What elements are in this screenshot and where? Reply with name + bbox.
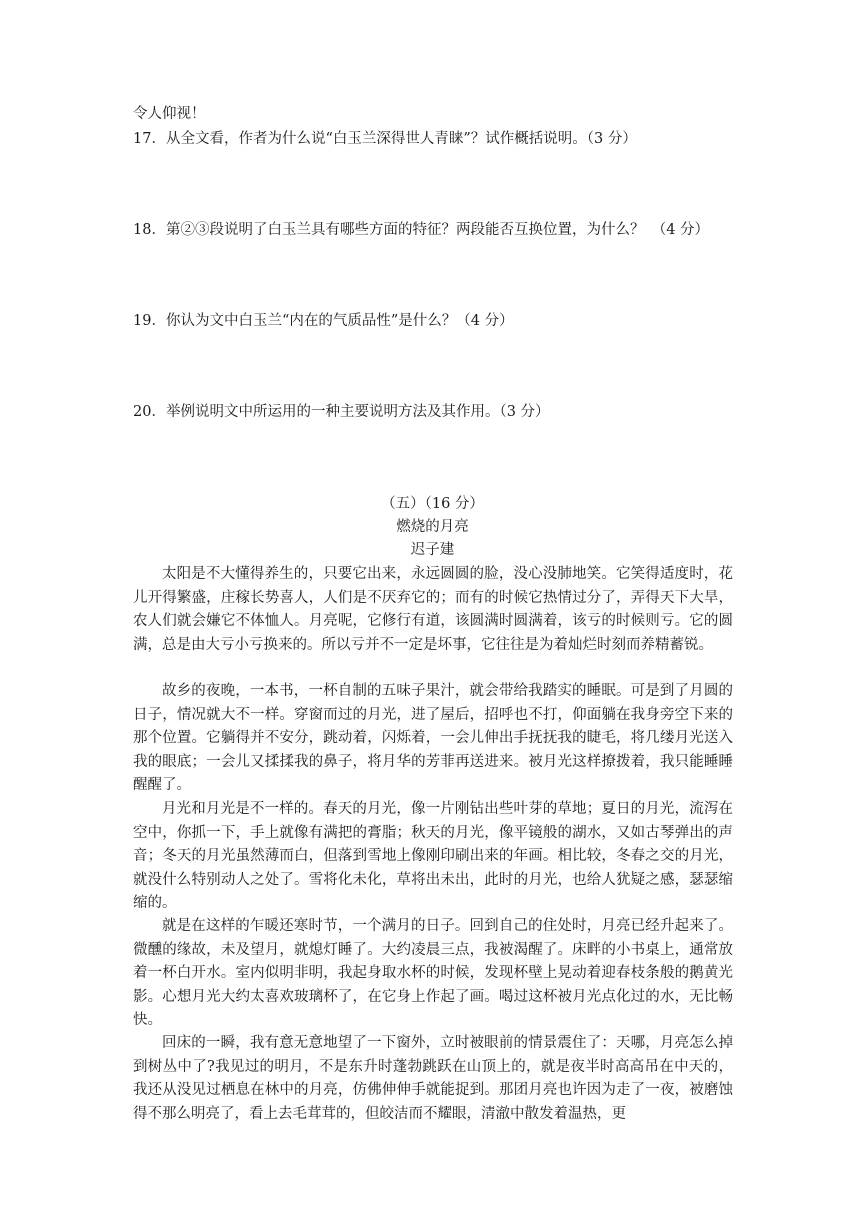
question-19: 19．你认为文中白玉兰“内在的气质品性”是什么？（4 分） [133, 313, 514, 329]
text-fragment: 令人仰视！ [133, 106, 206, 122]
paragraph-4: 就是在这样的乍暖还寒时节，一个满月的日子。回到自己的住处时，月亮已经升起来了。微醺的缘故，未及望月，就熄灯睡了。大约凌晨三点，我被渴醒了。床畔的小书桌上，通常放着一杯白开水。室内似明非明，我起身取水杯的时候，发现杯壁上晃动着迎春枝条般的鹅黄光影。心想月光大约太喜欢玻璃杯了，在它身上作起了画。喝过这杯被月光点化过的水，无比畅快。 [133, 918, 733, 1029]
section-heading: （五）（16 分） [381, 496, 484, 512]
paragraph-2: 故乡的夜晚，一本书，一杯自制的五味子果汁，就会带给我踏实的睡眠。可是到了月圆的日子，情况就大不一样。穿窗而过的月光，进了屋后，招呼也不打，仰面躺在我身旁空下来的那个位置。它躺得并不安分，跳动着，闪烁着，一会儿伸出手抚抚我的睫毛，将几缕月光送入我的眼底；一会儿又揉揉我的鼻子，将月华的芳菲再送进来。被月光这样撩拨着，我只能睡睡醒醒了。 [133, 683, 733, 794]
paragraph-5: 回床的一瞬，我有意无意地望了一下窗外，立时被眼前的情景震住了：天哪，月亮怎么掉到树丛中了?我见过的明月，不是东升时蓬勃跳跃在山顶上的，就是夜半时高高吊在中天的，我还从没见过栖息在林中的月亮，仿佛伸伸手就能捉到。那团月亮也许因为走了一夜，被磨蚀得不那么明亮了，看上去毛茸茸的，但皎洁而不耀眼，清澈中散发着温热，更 [133, 1035, 733, 1122]
paragraph-3: 月光和月光是不一样的。春天的月光，像一片刚钻出些叶芽的草地；夏日的月光，流泻在空中，你抓一下，手上就像有满把的膏脂；秋天的月光，像平镜般的湖水，又如古琴弹出的声音；冬天的月光虽然薄而白，但落到雪地上像刚印刷出来的年画。相比较，冬春之交的月光，就没什么特别动人之处了。雪将化未化，草将出未出，此时的月光，也给人犹疑之感，瑟瑟缩缩的。 [133, 801, 733, 912]
article-author: 迟子建 [410, 542, 455, 558]
article-title: 燃烧的月亮 [396, 519, 469, 535]
question-18: 18．第②③段说明了白玉兰具有哪些方面的特征？两段能否互换位置，为什么？ （4 分） [133, 222, 710, 238]
paragraph-1: 太阳是不大懂得养生的，只要它出来，永远圆圆的脸，没心没肺地笑。它笑得适度时，花儿开得繁盛，庄稼长势喜人，人们是不厌弃它的；而有的时候它热情过分了，弄得天下大旱，农人们就会嫌它不体恤人。月亮呢，它修行有道，该圆满时圆满着，该亏的时候则亏。它的圆满，总是由大亏小亏换来的。所以亏并不一定是坏事，它往往是为着灿烂时刻而养精蓄锐。 [133, 566, 733, 653]
question-17: 17．从全文看，作者为什么说“白玉兰深得世人青睐”？试作概括说明。（3 分） [133, 131, 637, 147]
question-20: 20．举例说明文中所运用的一种主要说明方法及其作用。（3 分） [133, 404, 550, 420]
